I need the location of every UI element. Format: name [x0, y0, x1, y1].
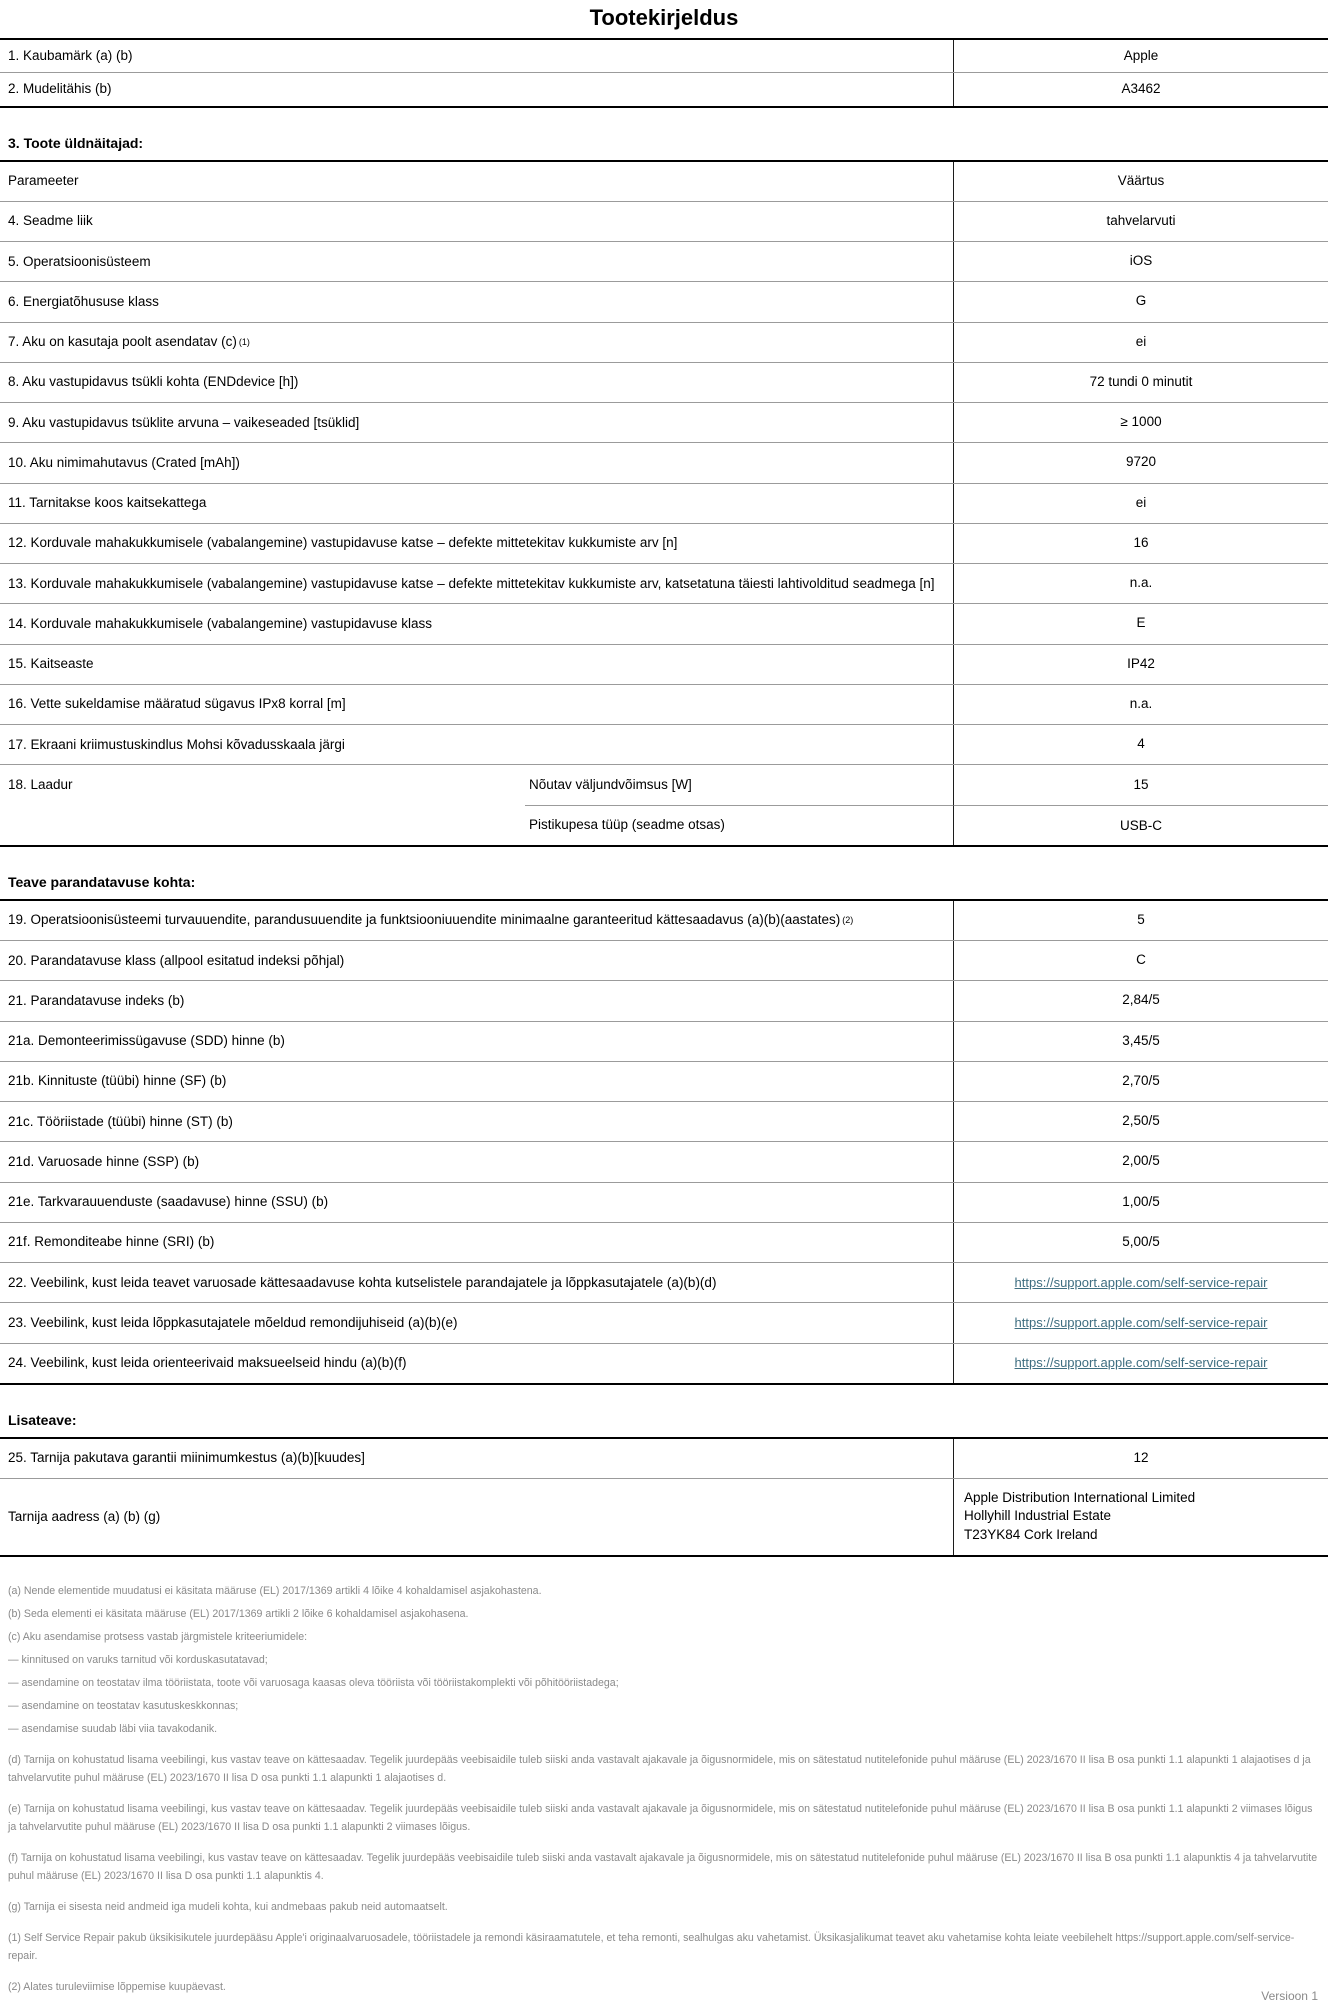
column-header-value: Väärtus	[953, 162, 1328, 201]
row-label: 10. Aku nimimahutavus (Crated [mAh])	[8, 454, 240, 470]
row-value: 16	[953, 524, 1328, 563]
table-row	[0, 282, 1328, 322]
row-label: 21d. Varuosade hinne (SSP) (b)	[8, 1153, 200, 1169]
table-row	[0, 242, 1328, 282]
table-row	[0, 323, 1328, 363]
row-label: 2. Mudelitähis (b)	[8, 81, 112, 97]
support-link[interactable]: https://support.apple.com/self-service-repair	[1014, 1355, 1268, 1371]
row-value: iOS	[953, 242, 1328, 281]
charger-sub-value: 15	[953, 765, 1328, 805]
row-label: 9. Aku vastupidavus tsüklite arvuna – vaikeseaded [tsüklid]	[8, 414, 360, 430]
row-label: 1. Kaubamärk (a) (b)	[8, 48, 133, 63]
table-row	[0, 40, 1328, 73]
footnotes-section	[8, 1582, 1320, 1996]
row-value: G	[953, 282, 1328, 321]
row-label: Tarnija aadress (a) (b) (g)	[8, 1508, 161, 1524]
table-row	[0, 1183, 1328, 1223]
row-value: IP42	[953, 645, 1328, 684]
table-row	[0, 1022, 1328, 1062]
table-row	[0, 1479, 1328, 1555]
row-value: 72 tundi 0 minutit	[953, 363, 1328, 402]
row-label: 19. Operatsioonisüsteemi turvauuendite, parandusuuendite ja funktsiooniuuendite minimaalne garanteeritud kättesaadavus (a)(b)(aastates) (2)	[8, 912, 854, 928]
table-row	[0, 645, 1328, 685]
support-link[interactable]: https://support.apple.com/self-service-repair	[1014, 1314, 1268, 1330]
footnote: — asendamine on teostatav ilma tööriistata, toote või varuosaga kaasas oleva tööriista või tööriistakomplekti või põhitööriistadega;	[8, 1676, 619, 1689]
row-label: 21b. Kinnituste (tüübi) hinne (SF) (b)	[8, 1073, 227, 1089]
table-row	[0, 564, 1328, 604]
row-label: 24. Veebilink, kust leida orienteerivaid maksueelseid hindu (a)(b)(f)	[8, 1355, 407, 1370]
footnote: (e) Tarnija on kohustatud lisama veebilingi, kus vastav teave on kättesaadav. Tegelik juurdepääs veebisaidile tuleb siiski anda vastavalt ajakavale ja õigusnormidele, mis on sätestatud nutitelefonide puhul määruse (EL) 2023/1670 II lisa B osa punkti 1.1 alapunkti 2 viimases lõigus ja tahvelarvutite puhul määruse (EL) 2023/1670 II lisa D osa punkti 1.1 alapunkti 2 viimases lõigus.	[8, 1802, 1313, 1833]
row-label: 20. Parandatavuse klass (allpool esitatud indeksi põhjal)	[8, 952, 345, 968]
row-label: 14. Korduvale mahakukkumisele (vabalangemine) vastupidavuse klass	[8, 615, 432, 631]
row-value: ei	[953, 323, 1328, 362]
row-value: Apple	[953, 40, 1328, 72]
row-value: ei	[953, 484, 1328, 523]
table-row	[0, 202, 1328, 242]
row-value	[953, 1303, 1328, 1342]
row-value: A3462	[953, 73, 1328, 105]
row-value: 2,70/5	[953, 1062, 1328, 1101]
row-label: 22. Veebilink, kust leida teavet varuosade kättesaadavuse kohta kutselistele parandajatele ja lõppkasutajatele (a)(b)(d)	[8, 1274, 717, 1290]
row-label: 11. Tarnitakse koos kaitsekattega	[8, 495, 207, 510]
row-value: 9720	[953, 443, 1328, 482]
charger-sub-param: Pistikupesa tüüp (seadme otsas)	[529, 817, 725, 832]
row-label: 21c. Tööriistade (tüübi) hinne (ST) (b)	[8, 1113, 233, 1129]
footnote: — asendamine on teostatav kasutuskeskkonnas;	[8, 1699, 239, 1712]
row-label: 17. Ekraani kriimustuskindlus Mohsi kõvadusskaala järgi	[8, 736, 345, 752]
page-title: Tootekirjeldus	[589, 5, 739, 30]
footnote: (g) Tarnija ei sisesta neid andmeid iga mudeli kohta, kui andmebaas pakub neid automaatselt.	[8, 1900, 448, 1913]
table-row	[0, 981, 1328, 1021]
table-row	[0, 1062, 1328, 1102]
table-row	[0, 1303, 1328, 1343]
charger-sub-param: Nõutav väljundvõimsus [W]	[525, 765, 953, 805]
column-header-parameter: Parameeter	[8, 173, 79, 188]
row-label: 4. Seadme liik	[8, 213, 93, 229]
row-value: C	[953, 941, 1328, 980]
row-value: n.a.	[953, 564, 1328, 603]
row-value: 2,00/5	[953, 1142, 1328, 1181]
table-row	[0, 1223, 1328, 1263]
row-label: 21f. Remonditeabe hinne (SRI) (b)	[8, 1234, 215, 1250]
table-row	[0, 1102, 1328, 1142]
row-value: 3,45/5	[953, 1022, 1328, 1061]
row-label: 7. Aku on kasutaja poolt asendatav (c) (1)	[8, 334, 250, 349]
row-label: 12. Korduvale mahakukkumisele (vabalangemine) vastupidavuse katse – defekte mittetekitav kukkumiste arv [n]	[8, 535, 678, 551]
version-label: Versioon 1	[1261, 1989, 1318, 2003]
additional-table	[0, 1437, 1328, 1557]
row-label: 21e. Tarkvarauuenduste (saadavuse) hinne (SSU) (b)	[8, 1194, 329, 1209]
row-label: 21. Parandatavuse indeks (b)	[8, 992, 185, 1008]
row-value: 1,00/5	[953, 1183, 1328, 1222]
identification-table	[0, 38, 1328, 108]
row-label: 25. Tarnija pakutava garantii miinimumkestus (a)(b)[kuudes]	[8, 1450, 365, 1466]
row-value: 2,50/5	[953, 1102, 1328, 1141]
general-table	[0, 160, 1328, 847]
charger-sub-value: USB-C	[953, 806, 1328, 845]
address-line: T23YK84 Cork Ireland	[964, 1527, 1098, 1543]
table-row	[0, 1263, 1328, 1303]
row-label: 6. Energiatõhususe klass	[8, 293, 159, 309]
row-value: E	[953, 604, 1328, 643]
row-value: ≥ 1000	[953, 403, 1328, 442]
footnote: (2) Alates turuleviimise lõppemise kuupäevast.	[8, 1980, 226, 1993]
table-row	[0, 1142, 1328, 1182]
row-label: 13. Korduvale mahakukkumisele (vabalangemine) vastupidavuse katse – defekte mittetekitav kukkumiste arv, katsetatuna täiesti lahtivolditud seadmega [n]	[8, 575, 935, 591]
footnote: (f) Tarnija on kohustatud lisama veebilingi, kus vastav teave on kättesaadav. Tegelik juurdepääs veebisaidile tuleb siiski anda vastavalt ajakavale ja õigusnormidele, mis on sätestatud nutitelefonide puhul määruse (EL) 2023/1670 II lisa B osa punkti 1.1 alapunktis 4 ja tahvelarvutite puhul määruse (EL) 2023/1670 II lisa D osa punkti 1.1 alapunktis 4.	[8, 1851, 1318, 1882]
row-value: 5,00/5	[953, 1223, 1328, 1262]
row-label: 16. Vette sukeldamise määratud sügavus IPx8 korral [m]	[8, 696, 346, 712]
table-row	[0, 73, 1328, 105]
table-row	[0, 403, 1328, 443]
footnote: (b) Seda elementi ei käsitata määruse (EL) 2017/1369 artikli 2 lõike 6 kohaldamisel asjakohasena.	[8, 1607, 469, 1620]
table-row	[0, 901, 1328, 941]
row-value: n.a.	[953, 685, 1328, 724]
repairability-table	[0, 899, 1328, 1385]
section-heading-additional: Lisateave:	[8, 1411, 77, 1428]
row-label: 21a. Demonteerimissügavuse (SDD) hinne (b)	[8, 1033, 285, 1048]
footnote: (d) Tarnija on kohustatud lisama veebilingi, kus vastav teave on kättesaadav. Tegelik juurdepääs veebisaidile tuleb siiski anda vastavalt ajakavale ja õigusnormidele, mis on sätestatud nutitelefonide puhul määruse (EL) 2023/1670 II lisa B osa punkti 1.1 alapunkti 1 alajaotises d ja tahvelarvutite puhul määruse (EL) 2023/1670 II lisa D osa punkti 1.1 alapunkti 1 alajaotises d.	[8, 1753, 1311, 1784]
row-value: 4	[953, 725, 1328, 764]
support-link[interactable]: https://support.apple.com/self-service-repair	[1014, 1274, 1268, 1290]
row-label: 23. Veebilink, kust leida lõppkasutajatele mõeldud remondijuhiseid (a)(b)(e)	[8, 1314, 458, 1330]
table-row	[0, 1439, 1328, 1479]
row-value	[953, 1263, 1328, 1302]
row-value: 2,84/5	[953, 981, 1328, 1020]
table-row	[0, 685, 1328, 725]
table-row	[0, 604, 1328, 644]
row-label: 18. Laadur	[8, 776, 73, 792]
row-label: 8. Aku vastupidavus tsükli kohta (ENDdevice [h])	[8, 374, 299, 390]
section-heading-general: 3. Toote üldnäitajad:	[8, 134, 144, 151]
footnote: — asendamise suudab läbi viia tavakodanik.	[8, 1722, 218, 1735]
row-label: 5. Operatsioonisüsteem	[8, 253, 151, 269]
supplier-address	[953, 1479, 1328, 1555]
table-row	[0, 363, 1328, 403]
table-row	[0, 725, 1328, 765]
section-heading-repairability: Teave parandatavuse kohta:	[8, 873, 196, 890]
table-row	[0, 484, 1328, 524]
table-row	[0, 443, 1328, 483]
footnote: (c) Aku asendamise protsess vastab järgmistele kriteeriumidele:	[8, 1630, 308, 1643]
row-label: 15. Kaitseaste	[8, 656, 94, 671]
footnote: (a) Nende elementide muudatusi ei käsitata määruse (EL) 2017/1369 artikli 4 lõike 4 kohaldamisel asjakohastena.	[8, 1584, 542, 1597]
row-value: 12	[953, 1439, 1328, 1478]
footnote: — kinnitused on varuks tarnitud või korduskasutatavad;	[8, 1653, 268, 1666]
table-row	[0, 941, 1328, 981]
address-line: Hollyhill Industrial Estate	[964, 1508, 1112, 1524]
table-row	[0, 1344, 1328, 1383]
table-header-row	[0, 162, 1328, 202]
row-value: tahvelarvuti	[953, 202, 1328, 241]
table-row	[0, 524, 1328, 564]
row-value: 5	[953, 901, 1328, 940]
charger-row	[0, 765, 1328, 845]
footnote: (1) Self Service Repair pakub üksikisikutele juurdepääsu Apple'i originaalvaruosadele, tööriistadele ja remondi käsiraamatutele, et teha remonti, sealhulgas aku vahetamist. Üksikasjalikumat teavet aku vahetamise kohta leiate veebilehelt https://support.apple.com/self-service-repair.	[8, 1931, 1295, 1962]
address-line: Apple Distribution International Limited	[964, 1489, 1196, 1505]
row-value	[953, 1344, 1328, 1383]
